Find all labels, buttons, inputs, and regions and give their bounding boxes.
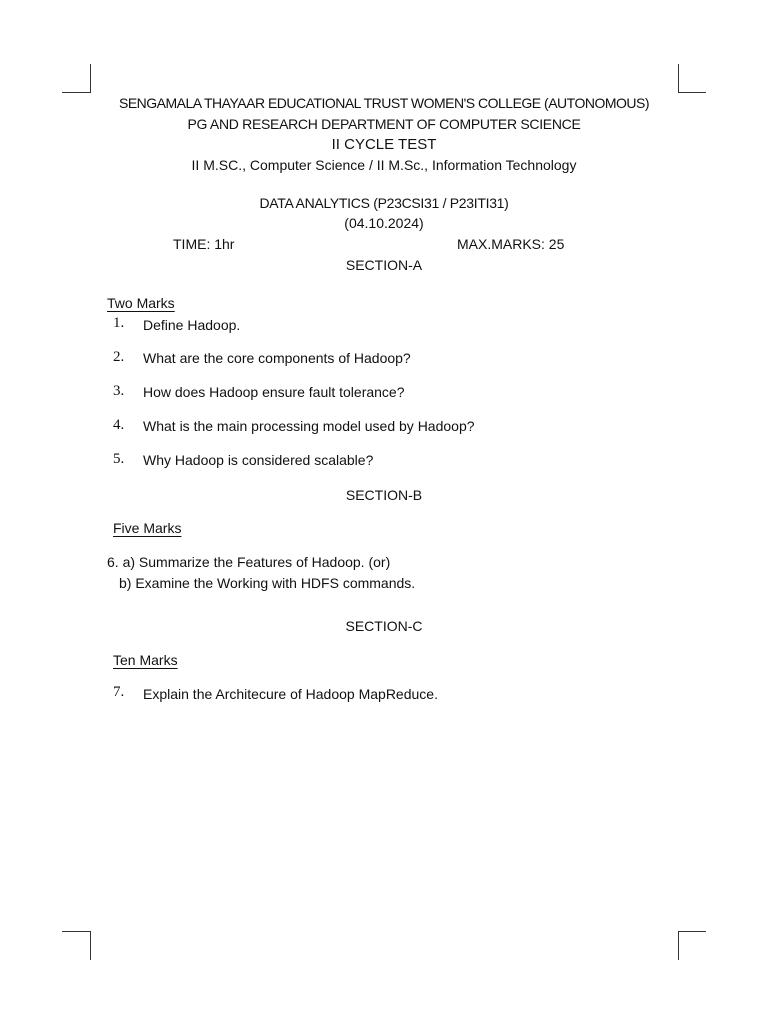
question-text: How does Hadoop ensure fault tolerance? — [143, 384, 405, 400]
course-title: DATA ANALYTICS (P23CSI31 / P23ITI31) — [259, 195, 509, 211]
crop-mark-bottom-right — [678, 931, 679, 960]
crop-mark-top-left — [90, 64, 91, 92]
question-number: 7. — [113, 684, 125, 700]
test-title: II CYCLE TEST — [331, 136, 437, 153]
section-b-title: SECTION-B — [345, 487, 423, 503]
department-name: PG AND RESEARCH DEPARTMENT OF COMPUTER SCIENCE — [187, 116, 581, 132]
section-a-title: SECTION-A — [345, 257, 423, 273]
section-a-marks-label: Two Marks — [107, 295, 175, 311]
question-number: 3. — [113, 383, 125, 399]
crop-mark-top-right — [678, 92, 706, 93]
question-number: 1. — [113, 315, 125, 331]
question-number: 5. — [113, 451, 125, 467]
crop-mark-bottom-right — [678, 931, 706, 932]
question-number: 4. — [113, 417, 125, 433]
question-text: Explain the Architecure of Hadoop MapReduce. — [143, 686, 438, 702]
section-b-marks-label: Five Marks — [113, 520, 182, 536]
crop-mark-bottom-left — [90, 931, 91, 960]
question-6a: 6. a) Summarize the Features of Hadoop. (or) — [107, 554, 391, 570]
crop-mark-top-left — [62, 92, 91, 93]
max-marks-label: MAX.MARKS: 25 — [457, 236, 565, 252]
question-text: What are the core components of Hadoop? — [143, 350, 411, 366]
exam-date: (04.10.2024) — [344, 215, 424, 231]
crop-mark-bottom-left — [62, 931, 91, 932]
question-text: What is the main processing model used by Hadoop? — [143, 418, 475, 434]
section-c-marks-label: Ten Marks — [113, 652, 178, 668]
section-c-title: SECTION-C — [345, 618, 423, 634]
question-number: 2. — [113, 349, 125, 365]
question-6b: b) Examine the Working with HDFS commands. — [119, 575, 416, 591]
question-text: Why Hadoop is considered scalable? — [143, 452, 374, 468]
college-name: SENGAMALA THAYAAR EDUCATIONAL TRUST WOMEN'S COLLEGE (AUTONOMOUS) — [119, 95, 649, 111]
question-text: Define Hadoop. — [143, 317, 241, 333]
programmes: II M.SC., Computer Science / II M.Sc., Information Technology — [191, 157, 577, 173]
time-label: TIME: 1hr — [173, 236, 235, 252]
crop-mark-top-right — [678, 64, 679, 92]
